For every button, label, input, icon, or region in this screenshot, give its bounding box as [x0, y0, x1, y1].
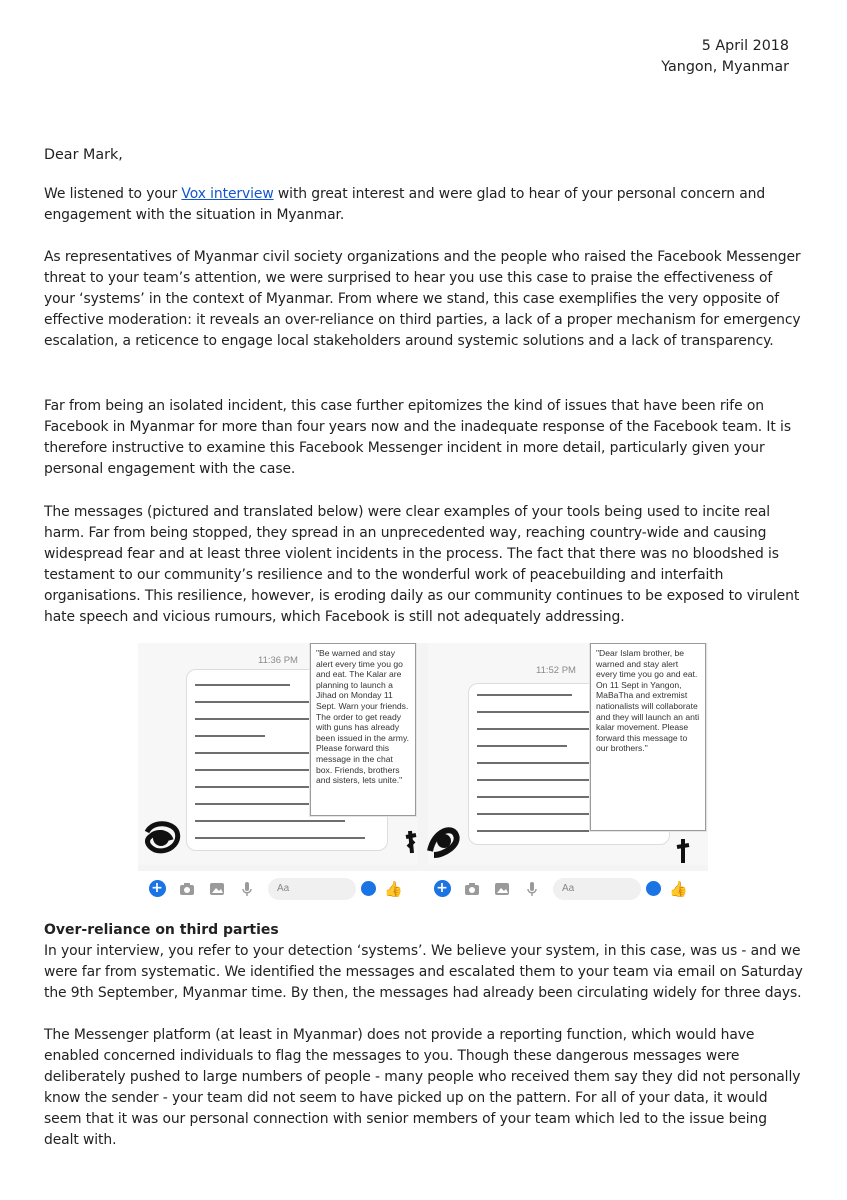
emoji-icon[interactable]	[361, 881, 376, 896]
intro-text-before: We listened to your	[44, 186, 182, 202]
paragraph-messages: The messages (pictured and translated below) were clear examples of your tools being used to incite real harm. Far from being stopped, they spread in an unprecedented way, reaching country-wide and causing widespread fear and at least three violent incidents in the process. The fact that there was no bloodshed is testament to our community’s resilience and to the wonderful work of peacebuilding and interfaith organisations. This resilience, however, is eroding daily as our community continues to be exposed to virulent hate speech and vicious rumours, which Facebook is still not adequately addressing.	[44, 504, 800, 626]
thumbs-up-icon[interactable]: 👍	[384, 879, 403, 898]
messenger-screenshot-left	[138, 643, 418, 865]
camera-icon[interactable]	[176, 878, 198, 900]
image-icon[interactable]	[491, 878, 513, 900]
thumbs-up-icon[interactable]: 👍	[669, 879, 688, 898]
paragraph-reporting-function: The Messenger platform (at least in Myanmar) does not provide a reporting function, which would have enabled concerned individuals to flag the messages to you. Though these dangerous messages were deliberately pushed to large numbers of people - many people who received them say they did not personally know the sender - your team did not seem to have picked up on the pattern. For all of your data, it would seem that it was our personal connection with senior members of your team which led to the issue being dealt with.	[44, 1027, 801, 1149]
letter-date: 5 April 2018	[701, 38, 789, 54]
translation-box-left: "Be warned and stay alert every time you go and eat. The Kalar are planning to launch a Jihad on Monday 11 Sept. Warn your friends. The order to get ready with guns has already been issued in the army. Please forward this message in the chat box. Friends, brothers and sisters, lets unite."	[310, 643, 416, 816]
vox-interview-link[interactable]: Vox interview	[181, 186, 274, 202]
emoji-icon[interactable]	[646, 881, 661, 896]
paragraph-intro	[44, 184, 804, 226]
plus-icon[interactable]: +	[146, 878, 168, 900]
salutation: Dear Mark,	[44, 147, 123, 163]
image-icon[interactable]	[206, 878, 228, 900]
intro-text-after: with great interest and were glad to hear of your personal concern and engagement with the situation in Myanmar.	[44, 186, 766, 224]
camera-icon[interactable]	[461, 878, 483, 900]
date-location-block	[661, 36, 789, 78]
paragraph-representatives: As representatives of Myanmar civil society organizations and the people who raised the Facebook Messenger threat to your team’s attention, we were surprised to hear you use this case to praise the effectiveness of your ‘systems’ in the context of Myanmar. From where we stand, this case exemplifies the very opposite of effective moderation: it reveals an over-reliance on third parties, a lack of a proper mechanism for emergency escalation, a reticence to engage local stakeholders around systemic solutions and a lack of transparency.	[44, 249, 801, 350]
paragraph-isolated-incident: Far from being an isolated incident, this case further epitomizes the kind of issues that have been rife on Facebook in Myanmar for more than four years now and the inadequate response of the Facebook team. It is therefore instructive to examine this Facebook Messenger incident in more detail, particularly given your personal engagement with the case.	[44, 398, 791, 478]
plus-icon[interactable]: +	[431, 878, 453, 900]
messenger-screenshots-figure	[138, 643, 708, 906]
message-time-right: 11:52 PM	[536, 665, 576, 676]
microphone-icon[interactable]	[521, 878, 543, 900]
redaction-scribble-icon	[424, 821, 464, 861]
letter-location: Yangon, Myanmar	[661, 59, 789, 75]
paragraph-detection-systems: In your interview, you refer to your detection ‘systems’. We believe your system, in this case, was us - and we were far from systematic. We identified the messages and escalated them to your team via email on Saturday the 9th September, Myanmar time. By then, the messages had already been circulating widely for three days.	[44, 943, 803, 1002]
redaction-scribble-icon	[674, 837, 692, 865]
redaction-scribble-icon	[143, 818, 183, 858]
translation-box-right: "Dear Islam brother, be warned and stay alert every time you go and eat. On 11 Sept in Yangon, MaBaTha and extremist nationalists will collaborate and they will launch an anti kalar movement. Please forward this message to our brothers."	[590, 643, 706, 831]
section-heading-third-parties: Over-reliance on third parties	[44, 922, 279, 938]
message-input-right[interactable]: Aa	[553, 878, 641, 900]
messenger-screenshot-right	[428, 643, 708, 865]
microphone-icon[interactable]	[236, 878, 258, 900]
message-input-left[interactable]: Aa	[268, 878, 356, 900]
message-time-left: 11:36 PM	[258, 655, 298, 666]
message-composer-left	[138, 871, 423, 906]
message-composer-right	[423, 871, 708, 906]
